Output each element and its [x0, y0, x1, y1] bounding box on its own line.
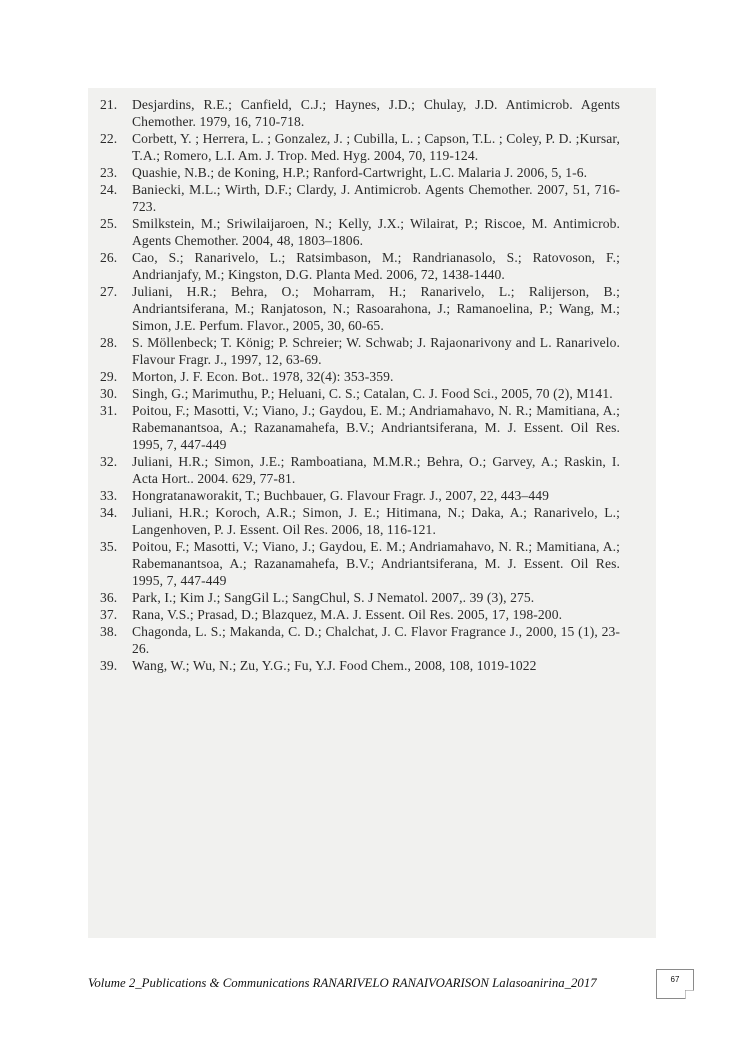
page-number: 67 [670, 975, 680, 984]
reference-item [100, 181, 620, 215]
reference-text: Juliani, H.R.; Behra, O.; Moharram, H.; Ranarivelo, L.; Ralijerson, B.; Andriantsiferana, M.; Ranjatoson, N.; Rasoarahona, J.; Ramanoelina, P.; Wang, M.; Simon, J.E. Perfum. Flavor., 2005, 30, 60-65. [132, 284, 620, 333]
reference-text: Park, I.; Kim J.; SangGil L.; SangChul, S. J Nematol. 2007,. 39 (3), 275. [132, 590, 535, 605]
reference-item [100, 538, 620, 589]
reference-number: 35. [100, 539, 118, 554]
reference-item [100, 606, 620, 623]
reference-text: Wang, W.; Wu, N.; Zu, Y.G.; Fu, Y.J. Food Chem., 2008, 108, 1019-1022 [132, 658, 537, 673]
reference-text: Cao, S.; Ranarivelo, L.; Ratsimbason, M.; Randrianasolo, S.; Ratovoson, F.; Andrianjafy, M.; Kingston, D.G. Planta Med. 2006, 72, 1438-1440. [132, 250, 620, 282]
reference-text: S. Möllenbeck; T. König; P. Schreier; W. Schwab; J. Rajaonarivony and L. Ranarivelo. Flavour Fragr. J., 1997, 12, 63-69. [132, 335, 620, 367]
reference-list [100, 96, 620, 674]
reference-number: 32. [100, 454, 118, 469]
folded-corner-icon [685, 990, 694, 999]
reference-text: Hongratanaworakit, T.; Buchbauer, G. Flavour Fragr. J., 2007, 22, 443–449 [132, 488, 550, 503]
reference-text: Smilkstein, M.; Sriwilaijaroen, N.; Kelly, J.X.; Wilairat, P.; Riscoe, M. Antimicrob. Agents Chemother. 2004, 48, 1803–1806. [132, 216, 620, 248]
reference-number: 29. [100, 369, 118, 384]
reference-item [100, 504, 620, 538]
reference-text: Chagonda, L. S.; Makanda, C. D.; Chalchat, J. C. Flavor Fragrance J., 2000, 15 (1), 23-26. [132, 624, 620, 656]
reference-text: Baniecki, M.L.; Wirth, D.F.; Clardy, J. Antimicrob. Agents Chemother. 2007, 51, 716-723. [132, 182, 620, 214]
reference-item [100, 385, 620, 402]
reference-item [100, 164, 620, 181]
reference-text: Quashie, N.B.; de Koning, H.P.; Ranford-Cartwright, L.C. Malaria J. 2006, 5, 1-6. [132, 165, 588, 180]
reference-number: 25. [100, 216, 118, 231]
reference-text: Singh, G.; Marimuthu, P.; Heluani, C. S.; Catalan, C. J. Food Sci., 2005, 70 (2), M141. [132, 386, 613, 401]
reference-item [100, 589, 620, 606]
reference-text: Poitou, F.; Masotti, V.; Viano, J.; Gaydou, E. M.; Andriamahavo, N. R.; Mamitiana, A.; Rabemanantsoa, A.; Razanamahefa, B.V.; Andriantsiferana, M. J. Essent. Oil Res. 1995, 7, 447-449 [132, 539, 620, 588]
footer-text: Volume 2_Publications & Communications RANARIVELO RANAIVOARISON Lalasoanirina_2017 [88, 976, 597, 990]
reference-number: 37. [100, 607, 118, 622]
reference-number: 22. [100, 131, 118, 146]
reference-item [100, 657, 620, 674]
reference-number: 27. [100, 284, 118, 299]
reference-number: 34. [100, 505, 118, 520]
reference-item [100, 283, 620, 334]
reference-text: Juliani, H.R.; Simon, J.E.; Ramboatiana, M.M.R.; Behra, O.; Garvey, A.; Raskin, I. Acta Hort.. 2004. 629, 77-81. [132, 454, 620, 486]
reference-text: Desjardins, R.E.; Canfield, C.J.; Haynes, J.D.; Chulay, J.D. Antimicrob. Agents Chemother. 1979, 16, 710-718. [132, 97, 620, 129]
reference-item [100, 368, 620, 385]
page-number-box [656, 969, 694, 999]
reference-item [100, 96, 620, 130]
reference-number: 24. [100, 182, 118, 197]
reference-item [100, 249, 620, 283]
reference-number: 39. [100, 658, 118, 673]
reference-text: Morton, J. F. Econ. Bot.. 1978, 32(4): 353-359. [132, 369, 394, 384]
reference-number: 38. [100, 624, 118, 639]
reference-text: Poitou, F.; Masotti, V.; Viano, J.; Gaydou, E. M.; Andriamahavo, N. R.; Mamitiana, A.; Rabemanantsoa, A.; Razanamahefa, B.V.; Andriantsiferana, M. J. Essent. Oil Res. 1995, 7, 447-449 [132, 403, 620, 452]
reference-item [100, 453, 620, 487]
reference-number: 30. [100, 386, 118, 401]
reference-item [100, 402, 620, 453]
reference-item [100, 487, 620, 504]
reference-number: 31. [100, 403, 118, 418]
reference-text: Juliani, H.R.; Koroch, A.R.; Simon, J. E.; Hitimana, N.; Daka, A.; Ranarivelo, L.; Langenhoven, P. J. Essent. Oil Res. 2006, 18, 116-121. [132, 505, 620, 537]
reference-item [100, 130, 620, 164]
reference-item [100, 215, 620, 249]
reference-number: 36. [100, 590, 118, 605]
reference-number: 23. [100, 165, 118, 180]
reference-number: 28. [100, 335, 118, 350]
reference-item [100, 334, 620, 368]
reference-number: 26. [100, 250, 118, 265]
reference-text: Corbett, Y. ; Herrera, L. ; Gonzalez, J. ; Cubilla, L. ; Capson, T.L. ; Coley, P. D. ;Kursar, T.A.; Romero, L.I. Am. J. Trop. Med. Hyg. 2004, 70, 119-124. [132, 131, 620, 163]
reference-text: Rana, V.S.; Prasad, D.; Blazquez, M.A. J. Essent. Oil Res. 2005, 17, 198-200. [132, 607, 563, 622]
reference-number: 33. [100, 488, 118, 503]
reference-item [100, 623, 620, 657]
reference-number: 21. [100, 97, 118, 112]
